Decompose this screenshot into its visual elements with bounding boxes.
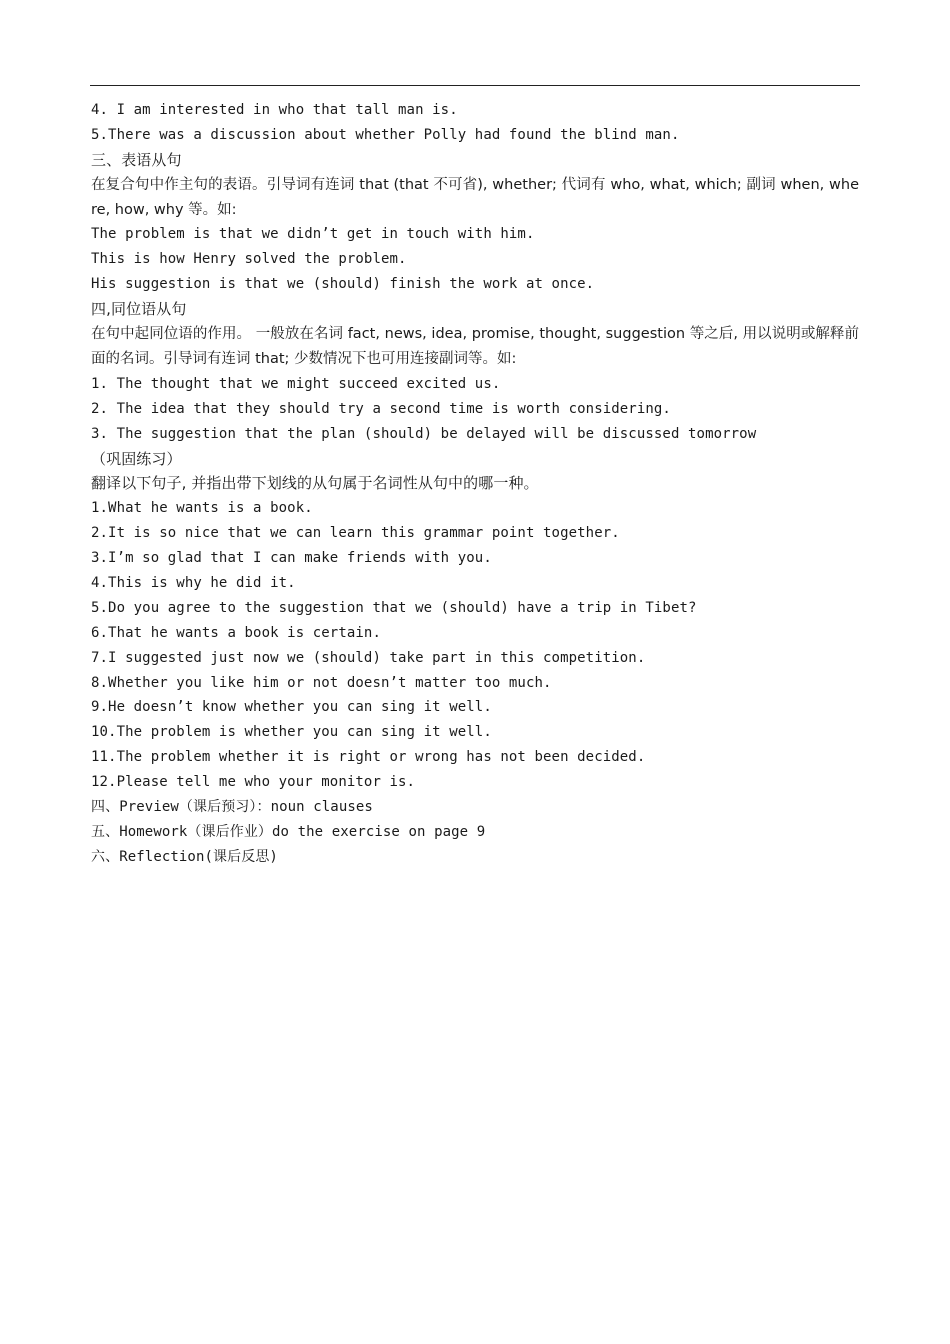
practice-heading: （巩固练习） xyxy=(91,449,182,468)
practice-item: 11.The problem whether it is right or wrong has not been decided. xyxy=(91,749,646,766)
practice-item: 6.That he wants a book is certain. xyxy=(91,624,381,641)
document-body xyxy=(91,98,861,870)
example-line: 1. The thought that we might succeed excited us. xyxy=(91,375,501,392)
practice-item: 3.I’m so glad that I can make friends with you. xyxy=(91,550,492,567)
section-description: 在复合句中作主句的表语。引导词有连词 that (that 不可省), whether; 代词有 who, what, which; 副词 when, where, how, why 等。如: xyxy=(91,176,859,218)
reflection-section: 六、Reflection(课后反思) xyxy=(91,848,278,865)
header-rule xyxy=(90,85,860,86)
practice-item: 5.Do you agree to the suggestion that we (should) have a trip in Tibet? xyxy=(91,599,697,616)
homework-section: 五、Homework（课后作业）do the exercise on page 9 xyxy=(91,823,486,840)
example-line: 4. I am interested in who that tall man is. xyxy=(91,102,458,118)
example-line: His suggestion is that we (should) finish the work at once. xyxy=(91,276,595,293)
practice-item: 9.He doesn’t know whether you can sing it well. xyxy=(91,699,492,716)
section-heading: 三、表语从句 xyxy=(91,150,182,169)
practice-item: 8.Whether you like him or not doesn’t matter too much. xyxy=(91,674,552,691)
practice-item: 1.What he wants is a book. xyxy=(91,500,313,517)
practice-item: 12.Please tell me who your monitor is. xyxy=(91,774,416,791)
preview-section: 四、Preview（课后预习）：noun clauses xyxy=(91,799,373,815)
practice-instruction: 翻译以下句子, 并指出带下划线的从句属于名词性从句中的哪一种。 xyxy=(91,474,539,493)
example-line: 3. The suggestion that the plan (should) be delayed will be discussed tomorrow xyxy=(91,425,757,442)
section-description: 在句中起同位语的作用。 一般放在名词 fact, news, idea, promise, thought, suggestion 等之后, 用以说明或解释前面的名词。引导词有连词 that; 少数情况下也可用连接副词等。如: xyxy=(91,326,859,367)
practice-item: 4.This is why he did it. xyxy=(91,574,296,591)
example-line: This is how Henry solved the problem. xyxy=(91,251,407,268)
practice-item: 7.I suggested just now we (should) take part in this competition. xyxy=(91,649,646,666)
example-line: 5.There was a discussion about whether Polly had found the blind man. xyxy=(91,126,680,143)
practice-item: 2.It is so nice that we can learn this grammar point together. xyxy=(91,525,620,542)
practice-item: 10.The problem is whether you can sing it well. xyxy=(91,724,492,741)
example-line: 2. The idea that they should try a second time is worth considering. xyxy=(91,400,671,417)
section-heading: 四,同位语从句 xyxy=(91,300,187,319)
example-line: The problem is that we didn’t get in touch with him. xyxy=(91,226,535,243)
